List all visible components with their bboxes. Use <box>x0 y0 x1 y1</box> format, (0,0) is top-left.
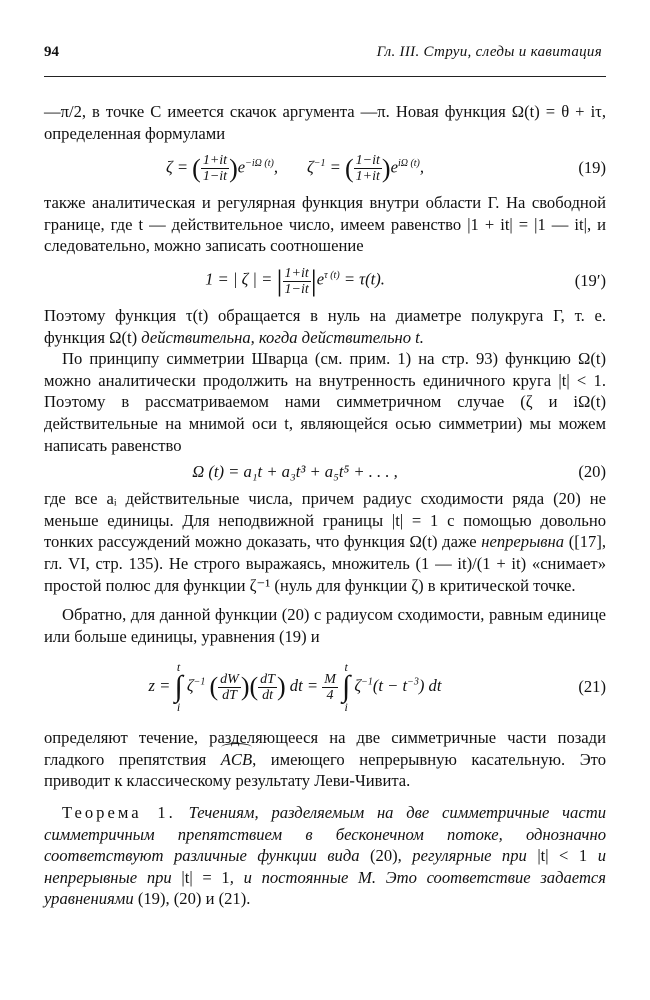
paragraph-2: также аналитическая и регулярная функция внутри области Γ. На свободной границе, где t — действительное число, имеем равенство |1 + it| = |1 — it|, и следовательно, можно записать соотношение <box>44 193 606 256</box>
running-head: Гл. III. Струи, следы и кавитация <box>376 44 602 60</box>
arc-acb: ACB <box>220 749 253 769</box>
paragraph-3: Поэтому функция τ(t) обращается в нуль на диаметре полукруга Γ, т. е. функция Ω(t) действительна, когда действительно t. <box>44 305 606 347</box>
page-number: 94 <box>44 44 59 60</box>
equation-21-body: z = t ∫ i $\zeta^{-1}$ ( $\frac{dW}{dT}$ )( $\frac{dT}{dt}$ ) dt = $\frac{M}{4}$ t ∫ i $\zeta^{-1}(t - t^{-3})$ dt <box>148 660 442 715</box>
page <box>44 44 606 910</box>
equation-20-body: Ω (t) = a₁t + a₃t³ + a₅t⁵ + . . . , <box>192 462 398 482</box>
paragraph-4: По принципу симметрии Шварца (см. прим. 1) на стр. 93) функцию Ω(t) можно аналитически продолжить на внутренность единичного круга |t| < 1. Поэтому в рассматриваемом нами симметричном случае (ζ и iΩ(t) действительные на мнимой оси t, являющейся осью симметрии) мы можем написать равенство <box>44 349 606 455</box>
equation-number-21: (21) <box>578 677 606 697</box>
equation-19-prime <box>44 259 606 303</box>
fraction: $\frac{1+it}{1-it}$ <box>284 265 309 297</box>
integral-sign: t ∫ i <box>342 660 351 715</box>
theorem-label: Теорема 1. <box>62 803 176 823</box>
equation-19-prime-body: 1 = | ζ | = | $\frac{1+it}{1-it}$ $|e^{\tau (t)} = \tau(t)$. <box>205 264 385 298</box>
paragraph-5: где все aᵢ действительные числа, причем радиус сходимости ряда (20) не меньше единицы. Для неподвижной границы |t| = 1 с помощью довольно тонких рассуждений можно доказать, что функция Ω(t) даже непрерывна ([17], гл. VI, стр. 135). Не строго выражаясь, множитель (1 — it)/(1 + it) «снимает» простой полюс для функции ζ⁻¹ (нуль для функции ζ) в критической точке. <box>44 489 607 595</box>
equation-21 <box>44 649 606 725</box>
equation-19-body: ζ = ( $\frac{1+it}{1-it}$ )$e^{-i\Omega (t)}$, $\zeta^{-1}$ = ( $\frac{1-it}{1+it}$ )$e^{i\Omega (t)}$, <box>165 152 425 184</box>
fraction: $\frac{dW}{dT}$ <box>220 671 239 703</box>
theorem-1: Теорема 1. Течениям, разделяемым на две симметричные части симметричным препятствием в бесконечном потоке, однозначно соответствуют различные функции вида (20), регулярные при |t| < 1 и непрерывные при |t| = 1, и постоянные M. Это соответствие задается уравнениями (19), (20) и (21). <box>44 803 607 909</box>
page-header <box>44 44 606 77</box>
fraction: $\frac{M}{4}$ <box>324 671 336 703</box>
body-text <box>44 101 606 910</box>
paragraph-7: определяют течение, разделяющееся на две симметричные части позади гладкого препятствия ACB, имеющего непрерывную касательную. Это приводит к классическому результату Леви-Чивита. <box>44 728 606 791</box>
equation-number-19: (19) <box>578 158 606 178</box>
paragraph-6: Обратно, для данной функции (20) с радиусом сходимости, равным единице или больше единицы, уравнения (19) и <box>44 605 606 646</box>
fraction: $\frac{1-it}{1+it}$ <box>355 152 380 184</box>
integral-sign: t ∫ i <box>174 660 183 715</box>
equation-number-20: (20) <box>578 462 606 482</box>
equation-number-19-prime: (19′) <box>574 271 606 291</box>
paragraph-1: —π/2, в точке C имеется скачок аргумента —π. Новая функция Ω(t) = θ + iτ, определенная формулами <box>44 102 606 143</box>
equation-19 <box>44 146 606 190</box>
fraction: $\frac{1+it}{1-it}$ <box>202 152 228 184</box>
fraction: $\frac{dT}{dt}$ <box>260 671 275 703</box>
equation-20 <box>44 458 606 486</box>
